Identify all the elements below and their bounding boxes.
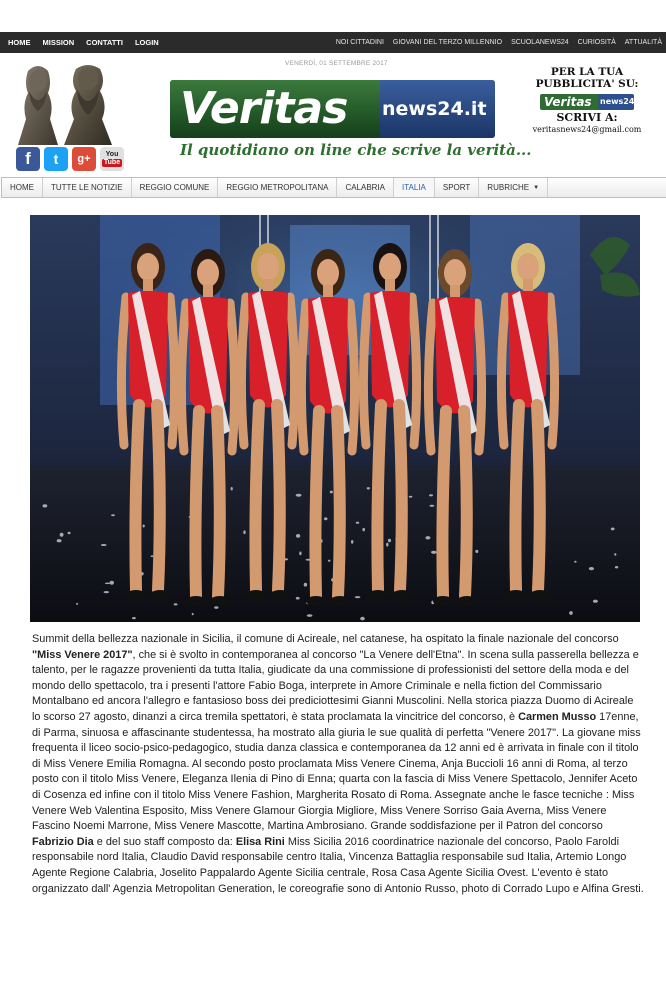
confetti-petal bbox=[111, 514, 115, 516]
site-tagline: Il quotidiano on line che scrive la verità... bbox=[180, 141, 532, 159]
top-link-contatti[interactable]: CONTATTI bbox=[86, 38, 123, 47]
confetti-petal bbox=[110, 581, 114, 585]
confetti-petal bbox=[425, 536, 430, 539]
nav-item-sport[interactable]: SPORT bbox=[435, 178, 479, 197]
confetti-petal bbox=[429, 494, 433, 496]
confetti-petal bbox=[593, 600, 598, 603]
top-bar bbox=[0, 32, 666, 53]
header-date: VENERDÌ, 01 SETTEMBRE 2017 bbox=[285, 60, 388, 67]
social-icons bbox=[16, 147, 124, 171]
logo-main-text: Veritas bbox=[180, 83, 348, 134]
confetti-petal bbox=[214, 606, 218, 609]
top-link-home[interactable]: HOME bbox=[8, 38, 31, 47]
confetti-petal bbox=[356, 522, 359, 524]
main-nav bbox=[1, 177, 666, 198]
nav-item-tutte-le-notizie[interactable]: TUTTE LE NOTIZIE bbox=[43, 178, 132, 197]
confetti-petal bbox=[360, 617, 365, 621]
top-link-giovani[interactable]: GIOVANI DEL TERZO MILLENNIO bbox=[392, 39, 503, 46]
confetti-petal bbox=[101, 544, 107, 546]
bronze-statue-left-image bbox=[14, 61, 62, 145]
confetti-petal bbox=[614, 553, 616, 556]
confetti-petal bbox=[386, 543, 388, 547]
article-text-4: e del suo staff composto da: bbox=[93, 835, 236, 848]
chevron-down-icon: ▼ bbox=[533, 184, 540, 191]
confetti-petal bbox=[324, 517, 328, 520]
google-plus-icon[interactable] bbox=[72, 147, 96, 171]
confetti-petal bbox=[330, 491, 333, 494]
confetti-petal bbox=[60, 533, 64, 537]
top-link-attualita[interactable]: ATTUALITÀ bbox=[624, 39, 662, 46]
article-text-1: Summit della bellezza nazionale in Sicilia, il comune di Acireale, nel catanese, ha ospitato la finale nazionale del concorso bbox=[32, 633, 619, 645]
ad-logo-news: news24.it bbox=[600, 97, 645, 106]
confetti-petal bbox=[243, 530, 245, 534]
ad-write-label: SCRIVI A: bbox=[556, 111, 618, 124]
ad-mini-logo bbox=[540, 94, 645, 110]
confetti-petal bbox=[430, 505, 435, 507]
confetti-petal bbox=[231, 487, 233, 490]
confetti-petal bbox=[307, 614, 313, 617]
ad-email[interactable]: veritasnews24@gmail.com bbox=[532, 125, 642, 134]
confetti-petal bbox=[143, 525, 145, 528]
confetti-petal bbox=[68, 532, 71, 534]
confetti-petal bbox=[304, 583, 307, 587]
top-link-noi-cittadini[interactable]: NOI CITTADINI bbox=[335, 39, 384, 46]
confetti-petal bbox=[174, 603, 178, 605]
nav-item-calabria[interactable]: CALABRIA bbox=[337, 178, 394, 197]
top-nav-right bbox=[336, 32, 662, 53]
article-bold-contest: "Miss Venere 2017" bbox=[32, 648, 133, 661]
confetti-petal bbox=[296, 534, 300, 538]
bronze-statue-right-image bbox=[62, 61, 114, 145]
ad-logo-main: Veritas bbox=[544, 95, 592, 109]
nav-item-rubriche-label: RUBRICHE bbox=[487, 183, 530, 192]
article-bold-patron: Fabrizio Dia bbox=[32, 835, 94, 848]
article-bold-coordinator: Elisa Rini bbox=[235, 835, 285, 848]
confetti-petal bbox=[475, 550, 478, 553]
advertising-box[interactable] bbox=[512, 66, 662, 134]
confetti-petal bbox=[388, 539, 391, 542]
confetti-petal bbox=[57, 539, 62, 542]
nav-item-rubriche[interactable] bbox=[479, 178, 548, 197]
confetti-petal bbox=[611, 528, 615, 531]
confetti-petal bbox=[362, 528, 365, 531]
photo-scene bbox=[30, 215, 640, 622]
confetti-petal bbox=[43, 504, 48, 507]
top-link-scuolanews24[interactable]: SCUOLANEWS24 bbox=[511, 39, 569, 46]
google-plus-glyph: g+ bbox=[77, 153, 91, 165]
confetti-petal bbox=[105, 583, 110, 585]
confetti-petal bbox=[132, 617, 136, 619]
confetti-petal bbox=[574, 561, 576, 563]
twitter-icon[interactable] bbox=[44, 147, 68, 171]
confetti-petal bbox=[367, 487, 370, 489]
confetti-petal bbox=[409, 496, 413, 498]
top-link-curiosita[interactable]: CURIOSITÀ bbox=[577, 39, 616, 46]
twitter-glyph: t bbox=[53, 151, 59, 167]
youtube-icon[interactable] bbox=[100, 147, 124, 171]
top-nav-left bbox=[8, 32, 159, 53]
article-text-5: Miss Sicilia 2016 coordinatrice nazionale del concorso, Paolo Faroldi responsabile nord Italia, Claudio David responsabile centro Italia, Vincenza Battaglia responsabile sud Italia, Artemio Longo Agente Regione Calabria, Joselito Pappalardo Agente Sicilia centrale, Rosa Casa Agente Sicilia Ovest. L'evento è stato organizzato dall' Agenzia Metropolitan Generation, le coreografie sono di Antonio Russo, photo di Corrado Lupo e Alfina Gresti. bbox=[32, 835, 644, 895]
youtube-glyph-bottom: Tube bbox=[103, 159, 121, 166]
confetti-petal bbox=[192, 613, 194, 615]
nav-item-reggio-metropolitana[interactable]: REGGIO METROPOLITANA bbox=[218, 178, 337, 197]
nav-item-italia[interactable]: ITALIA bbox=[394, 178, 435, 197]
logo-news-text: news24.it bbox=[382, 98, 487, 120]
confetti-petal bbox=[328, 560, 330, 562]
confetti-petal bbox=[296, 494, 302, 497]
article-body bbox=[32, 632, 644, 897]
confetti-petal bbox=[569, 611, 573, 615]
confetti-petal bbox=[355, 596, 360, 598]
confetti-petal bbox=[104, 591, 110, 593]
ad-heading: PER LA TUA PUBBLICITA' SU: bbox=[535, 66, 639, 90]
top-link-mission[interactable]: MISSION bbox=[42, 38, 75, 47]
facebook-icon[interactable] bbox=[16, 147, 40, 171]
top-link-login[interactable]: LOGIN bbox=[134, 38, 159, 47]
confetti-petal bbox=[431, 551, 437, 554]
confetti-petal bbox=[615, 566, 618, 568]
confetti-petal bbox=[351, 540, 353, 544]
youtube-glyph-top: You bbox=[105, 151, 119, 158]
site-logo[interactable] bbox=[170, 80, 495, 138]
article-photo bbox=[30, 215, 640, 622]
nav-item-home[interactable]: HOME bbox=[2, 178, 43, 197]
article-text-3: 17enne, di Parma, sinuosa e affascinante studentessa, ha mostrato alla giuria le sue qualità di perfetta "Venere 2017". La giovane miss frequenta il liceo socio-psico-pedagogico, studia danza classica e contemporanea da 12 anni ed è arrivata in finale con il titolo di Miss Venere Emilia Romagna. Al secondo posto proclamata Miss Venere Cinema, Anja Buccioli 16 anni di Roma, al terzo posto con il titolo Miss Venere, Eleganza Ilenia di Pino di Enna; quarta con la fascia di Miss Venere Spettacolo, Jennifer Aceto di Cosenza ed infine con il titolo Miss Venere Fashion, Margherita Rosato di Roma. Assegnate anche le fasce tecniche : Miss Venere Web Valentina Esposito, Miss Venere Glamour Giorgia Migliore, Miss Venere Sorriso Gaia Averna, Miss Venere Fascino Noemi Marrone, Miss Venere Mascotte, Martina Ambrosiano. Grande soddisfazione per il Patron del concorso bbox=[32, 710, 641, 833]
confetti-petal bbox=[299, 552, 301, 556]
facebook-glyph: f bbox=[25, 149, 31, 168]
article-text-2: , che si è svolto in contemporanea al concorso "La Venere dell'Etna". In scena sulla passerella bellezza e talento, per le ragazze provenienti da tutta Italia, giudicate da una commissione di professionisti del settore della moda e del mondo dello spettacolo, tra i presenti l'attore Fabio Boga, interprete in Amore Criminale e nella fiction del Commissario Montalbano ed ancora l'allegro e fantasioso boss dei prediciottesimi Gianni Muscolini. Nella storica piazza Duomo di Acireale lo scorso 27 agosto, dinanzi a circa tremila spettatori, è stata proclamata la vincitrice del concorso, è bbox=[32, 648, 639, 723]
confetti-petal bbox=[589, 567, 594, 570]
article-bold-winner: Carmen Musso bbox=[518, 710, 597, 723]
confetti-petal bbox=[296, 597, 300, 600]
nav-item-reggio-comune[interactable]: REGGIO COMUNE bbox=[132, 178, 219, 197]
article-paragraph bbox=[32, 632, 644, 897]
confetti-petal bbox=[76, 603, 78, 605]
